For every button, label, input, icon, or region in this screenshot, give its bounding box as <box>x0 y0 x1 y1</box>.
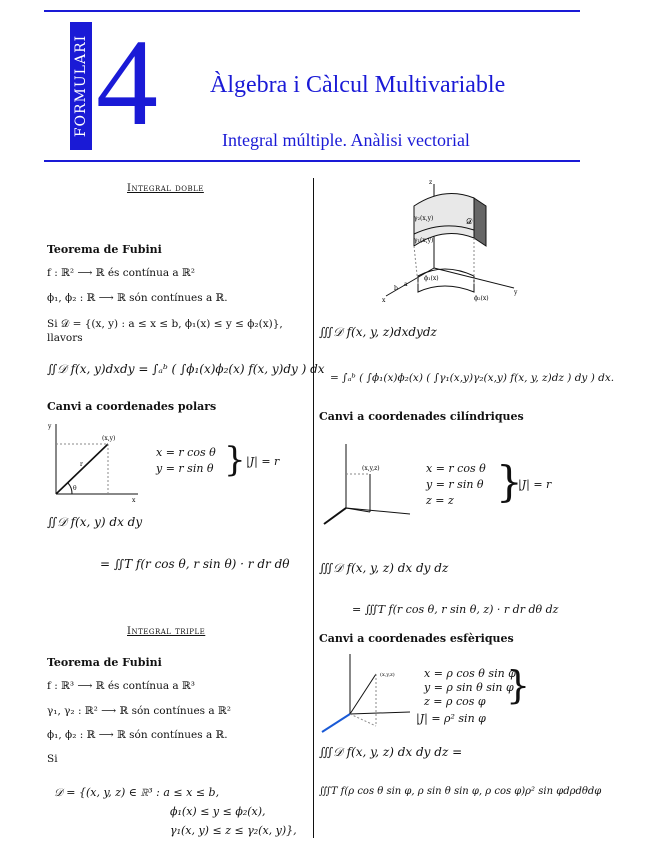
fubini-double-line1: f : ℝ² ⟶ ℝ és contínua a ℝ² <box>47 267 195 279</box>
fig3d-label-phi2: ϕ₂(x) <box>474 295 489 302</box>
fig3d-label-domain: 𝒟 <box>466 217 473 226</box>
polar-fig-point: (x,y) <box>102 435 116 442</box>
polar-title: Canvi a coordenades polars <box>47 400 217 413</box>
fubini-double-title: Teorema de Fubini <box>47 243 162 256</box>
sph-rho <box>350 674 376 714</box>
sph-eq-y: y = ρ sin θ sin φ <box>424 681 514 694</box>
sph-eq-z: z = ρ cos φ <box>424 695 486 708</box>
fubini-triple-line2: γ₁, γ₂ : ℝ² ⟶ ℝ són contínues a ℝ² <box>47 705 231 717</box>
cyl-eq-y: y = r sin θ <box>426 478 484 491</box>
polar-eq-x: x = r cos θ <box>156 446 216 459</box>
polar-fig-r: r <box>80 461 83 468</box>
triple-integral-lhs: ∭𝒟 f(x, y, z)dxdydz <box>319 325 437 339</box>
fubini-triple-line1: f : ℝ³ ⟶ ℝ és contínua a ℝ³ <box>47 680 195 692</box>
triple-domain-line2: ϕ₁(x) ≤ y ≤ ϕ₂(x), <box>170 805 266 818</box>
sph-brace: } <box>506 663 531 707</box>
triple-domain-line1: 𝒟 = {(x, y, z) ∈ ℝ³ : a ≤ x ≤ b, <box>54 786 220 799</box>
cyl-eq-x: x = r cos θ <box>426 462 486 475</box>
sph-y-axis <box>350 712 410 714</box>
cylindrical-title: Canvi a coordenades cilíndriques <box>319 410 524 423</box>
fubini-double-line3: Si 𝒟 = {(x, y) : a ≤ x ≤ b, ϕ₁(x) ≤ y ≤ ϕ₂(x)}, <box>47 318 283 330</box>
polar-fig-x: x <box>132 497 136 504</box>
side-label: FORMULARI <box>73 34 90 138</box>
fig3d-label-phi1: ϕ₁(x) <box>424 275 439 282</box>
fubini-triple-line4: Si <box>47 753 58 765</box>
fig3d-label-gamma1: γ₁(x,y) <box>414 237 434 244</box>
fig3d-label-gamma2: γ₂(x,y) <box>414 215 434 222</box>
chapter-number: 4 <box>96 14 158 151</box>
cyl-eq-z: z = z <box>426 494 454 507</box>
fig3d-label-a: a <box>404 281 408 288</box>
fig3d-label-x: x <box>382 297 386 304</box>
cyl-jacobian: |J| = r <box>518 478 552 491</box>
fubini-double-formula: ∬𝒟 f(x, y)dxdy = ∫ₐᵇ ( ∫ϕ₁(x)ϕ₂(x) f(x, y)dy ) dx <box>47 362 325 376</box>
polar-jacobian: |J| = r <box>246 455 280 468</box>
section-title-double-integral: Integral doble <box>127 183 204 194</box>
cyl-integral-lhs: ∭𝒟 f(x, y, z) dx dy dz <box>319 561 449 575</box>
sph-x-axis <box>322 714 350 732</box>
cyl-x-axis <box>324 508 346 524</box>
page-title: Àlgebra i Càlcul Multivariable <box>210 72 506 98</box>
polar-angle-arc <box>68 483 72 494</box>
column-divider <box>313 178 314 838</box>
fubini-double-line2: ϕ₁, ϕ₂ : ℝ ⟶ ℝ són contínues a ℝ. <box>47 292 228 304</box>
polar-fig-y: y <box>48 423 52 430</box>
polar-integral-rhs: = ∬T f(r cos θ, r sin θ) · r dr dθ <box>100 557 290 571</box>
sph-eq-x: x = ρ cos θ sin φ <box>424 667 516 680</box>
polar-eq-y: y = r sin θ <box>156 462 214 475</box>
fig3d-label-y: y <box>514 289 518 296</box>
cyl-y-axis <box>346 508 410 514</box>
polar-fig-theta: θ <box>73 485 77 492</box>
cyl-fig-point: (x,y,z) <box>362 465 380 472</box>
fubini-triple-title: Teorema de Fubini <box>47 656 162 669</box>
polar-brace: } <box>224 440 246 480</box>
fubini-triple-line3: ϕ₁, ϕ₂ : ℝ ⟶ ℝ són contínues a ℝ. <box>47 729 228 741</box>
sph-jacobian: |J| = ρ² sin φ <box>416 712 486 725</box>
polar-figure <box>44 418 142 504</box>
spherical-figure <box>318 650 414 736</box>
sph-proj <box>350 714 376 726</box>
fig3d-label-b: b <box>394 285 398 292</box>
cyl-integral-rhs: = ∭T f(r cos θ, r sin θ, z) · r dr dθ dz <box>352 603 559 616</box>
side-label-box <box>70 22 92 150</box>
cyl-brace: } <box>496 457 523 506</box>
header-bottom-rule <box>44 160 580 162</box>
fig3d-label-z: z <box>429 179 433 186</box>
page-subtitle: Integral múltiple. Anàlisi vectorial <box>222 130 470 150</box>
triple-integral-3d-figure <box>374 176 526 306</box>
cylindrical-figure <box>318 438 416 526</box>
fubini-double-line4: llavors <box>47 332 83 344</box>
spherical-title: Canvi a coordenades esfèriques <box>319 632 514 645</box>
sph-fig-point: (x,y,z) <box>380 672 395 678</box>
polar-radius <box>56 444 108 494</box>
header-top-rule <box>44 10 580 12</box>
sph-integral-lhs: ∭𝒟 f(x, y, z) dx dy dz = <box>319 745 463 759</box>
section-title-triple-integral: Integral triple <box>127 626 206 637</box>
triple-integral-iterated: = ∫ₐᵇ ( ∫ϕ₁(x)ϕ₂(x) ( ∫γ₁(x,y)γ₂(x,y) f(x, y, z)dz ) dy ) dx. <box>330 372 615 384</box>
fig3d-side-face <box>474 198 486 246</box>
sph-integral-rhs: ∭T f(ρ cos θ sin φ, ρ sin θ sin φ, ρ cos φ)ρ² sin φdρdθdφ <box>319 786 602 797</box>
triple-domain-line3: γ₁(x, y) ≤ z ≤ γ₂(x, y)}, <box>170 824 297 837</box>
polar-integral-lhs: ∬𝒟 f(x, y) dx dy <box>47 515 143 529</box>
